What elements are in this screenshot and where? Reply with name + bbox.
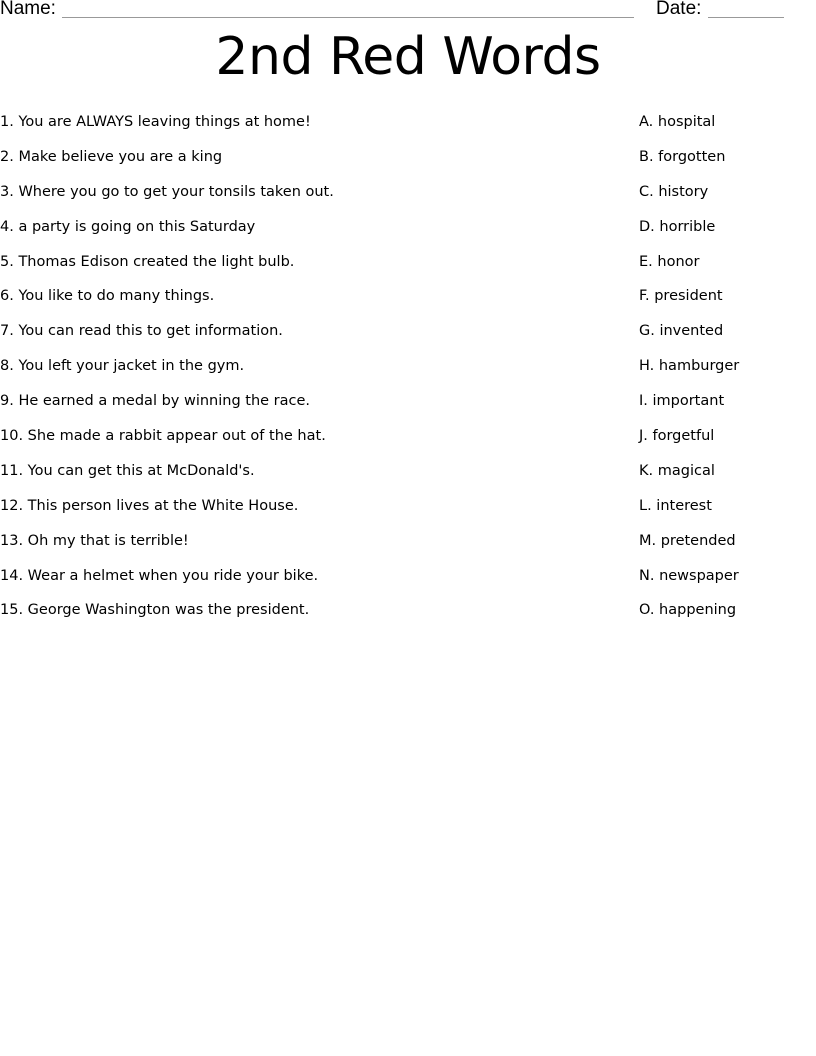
date-label: Date: [656, 0, 702, 19]
word-item: J. forgetful [639, 428, 715, 445]
clue-item: 9. He earned a medal by winning the race. [0, 393, 311, 410]
clue-list [0, 112, 334, 635]
clue-item: 10. She made a rabbit appear out of the hat. [0, 428, 326, 445]
date-field-line[interactable] [708, 17, 784, 18]
word-item: C. history [639, 183, 709, 200]
clue-item: 4. a party is going on this Saturday [0, 218, 256, 235]
clue-item: 2. Make believe you are a king [0, 148, 223, 165]
word-item: G. invented [639, 323, 724, 340]
clue-item: 12. This person lives at the White House. [0, 497, 299, 514]
word-item: D. horrible [639, 218, 716, 235]
word-item: B. forgotten [639, 148, 726, 165]
word-item: E. honor [639, 253, 700, 270]
clue-item: 6. You like to do many things. [0, 288, 215, 305]
word-item: H. hamburger [639, 358, 740, 375]
clue-item: 11. You can get this at McDonald's. [0, 462, 255, 479]
word-item: M. pretended [639, 532, 736, 549]
clue-item: 3. Where you go to get your tonsils taken out. [0, 183, 334, 200]
word-item: A. hospital [639, 114, 716, 130]
clue-item: 15. George Washington was the president. [0, 602, 310, 619]
name-label: Name: [0, 0, 56, 19]
clue-item: 1. You are ALWAYS leaving things at home! [0, 114, 311, 130]
clue-item: 5. Thomas Edison created the light bulb. [0, 253, 295, 270]
word-item: O. happening [639, 602, 737, 619]
word-item: F. president [639, 288, 723, 305]
clue-item: 7. You can read this to get information. [0, 323, 283, 340]
word-item: K. magical [639, 462, 715, 479]
clue-item: 13. Oh my that is terrible! [0, 532, 189, 549]
word-item: I. important [639, 393, 725, 410]
clue-item: 8. You left your jacket in the gym. [0, 358, 245, 375]
name-field-line[interactable] [62, 17, 634, 18]
word-item: N. newspaper [639, 567, 739, 584]
word-item: L. interest [639, 497, 712, 514]
clue-item: 14. Wear a helmet when you ride your bike. [0, 567, 319, 584]
word-bank [639, 112, 739, 635]
page-title: 2nd Red Words [215, 27, 601, 87]
